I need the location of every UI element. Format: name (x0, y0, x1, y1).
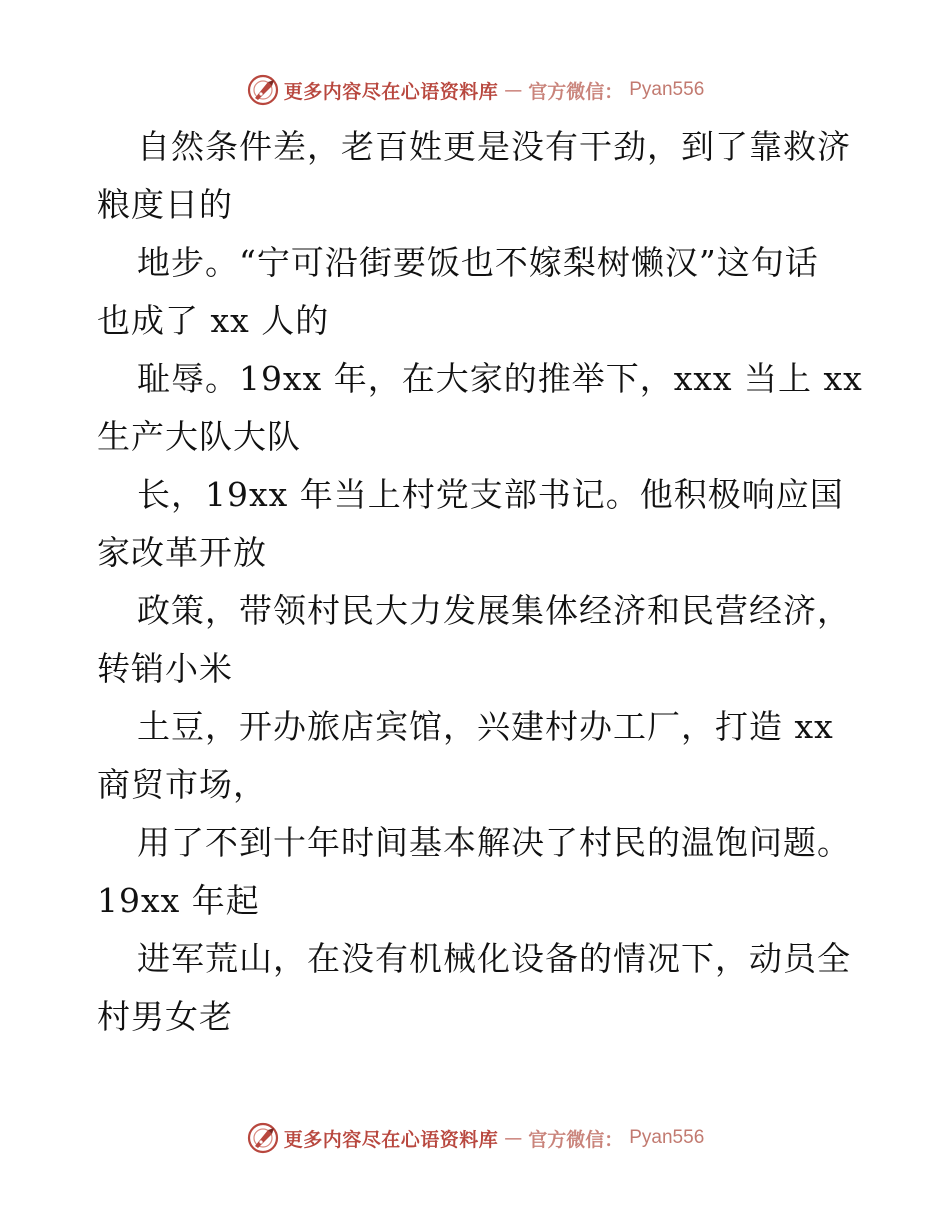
text-line: 长，19xx 年当上村党支部书记。他积极响应国 (137, 475, 844, 514)
text-line: 生产大队大队 (97, 417, 301, 456)
header-banner-separator: — (504, 79, 523, 101)
footer-wechat-id: Pyan556 (629, 1127, 705, 1148)
header-wechat-label: 官方微信： (528, 80, 624, 103)
text-line: 粮度日的 (97, 185, 233, 224)
text-line: 19xx 年起 (97, 881, 260, 920)
text-line: 转销小米 (97, 649, 233, 688)
text-line: 也成了 xx 人的 (97, 301, 330, 340)
pen-nib-logo-icon (246, 73, 280, 107)
text-line: 耻辱。19xx 年，在大家的推举下，xxx 当上 xx (137, 359, 863, 398)
text-line: 自然条件差，老百姓更是没有干劲，到了靠救济 (137, 127, 851, 166)
header-banner-text: 更多内容尽在心语资料库 (283, 80, 499, 103)
text-line: 地步。“宁可沿街要饭也不嫁梨树懒汉”这句话 (137, 243, 819, 282)
text-line: 进军荒山，在没有机械化设备的情况下，动员全 (137, 939, 851, 978)
text-line: 村男女老 (97, 997, 233, 1036)
footer-wechat-label: 官方微信： (528, 1128, 624, 1151)
header-banner (0, 70, 950, 110)
text-line: 政策，带领村民大力发展集体经济和民营经济， (137, 591, 851, 630)
footer-banner-separator: — (504, 1127, 523, 1149)
header-banner-content (246, 73, 705, 107)
text-line: 家改革开放 (97, 533, 267, 572)
text-line: 土豆，开办旅店宾馆，兴建村办工厂，打造 xx (137, 707, 834, 746)
footer-banner-content (246, 1121, 705, 1155)
document-body (97, 118, 863, 1046)
text-line: 用了不到十年时间基本解决了村民的温饱问题。 (137, 823, 851, 862)
footer-banner (0, 1118, 950, 1158)
header-wechat-id: Pyan556 (629, 79, 705, 100)
footer-banner-text: 更多内容尽在心语资料库 (283, 1128, 499, 1151)
pen-nib-logo-icon (246, 1121, 280, 1155)
text-line: 商贸市场， (97, 765, 267, 804)
